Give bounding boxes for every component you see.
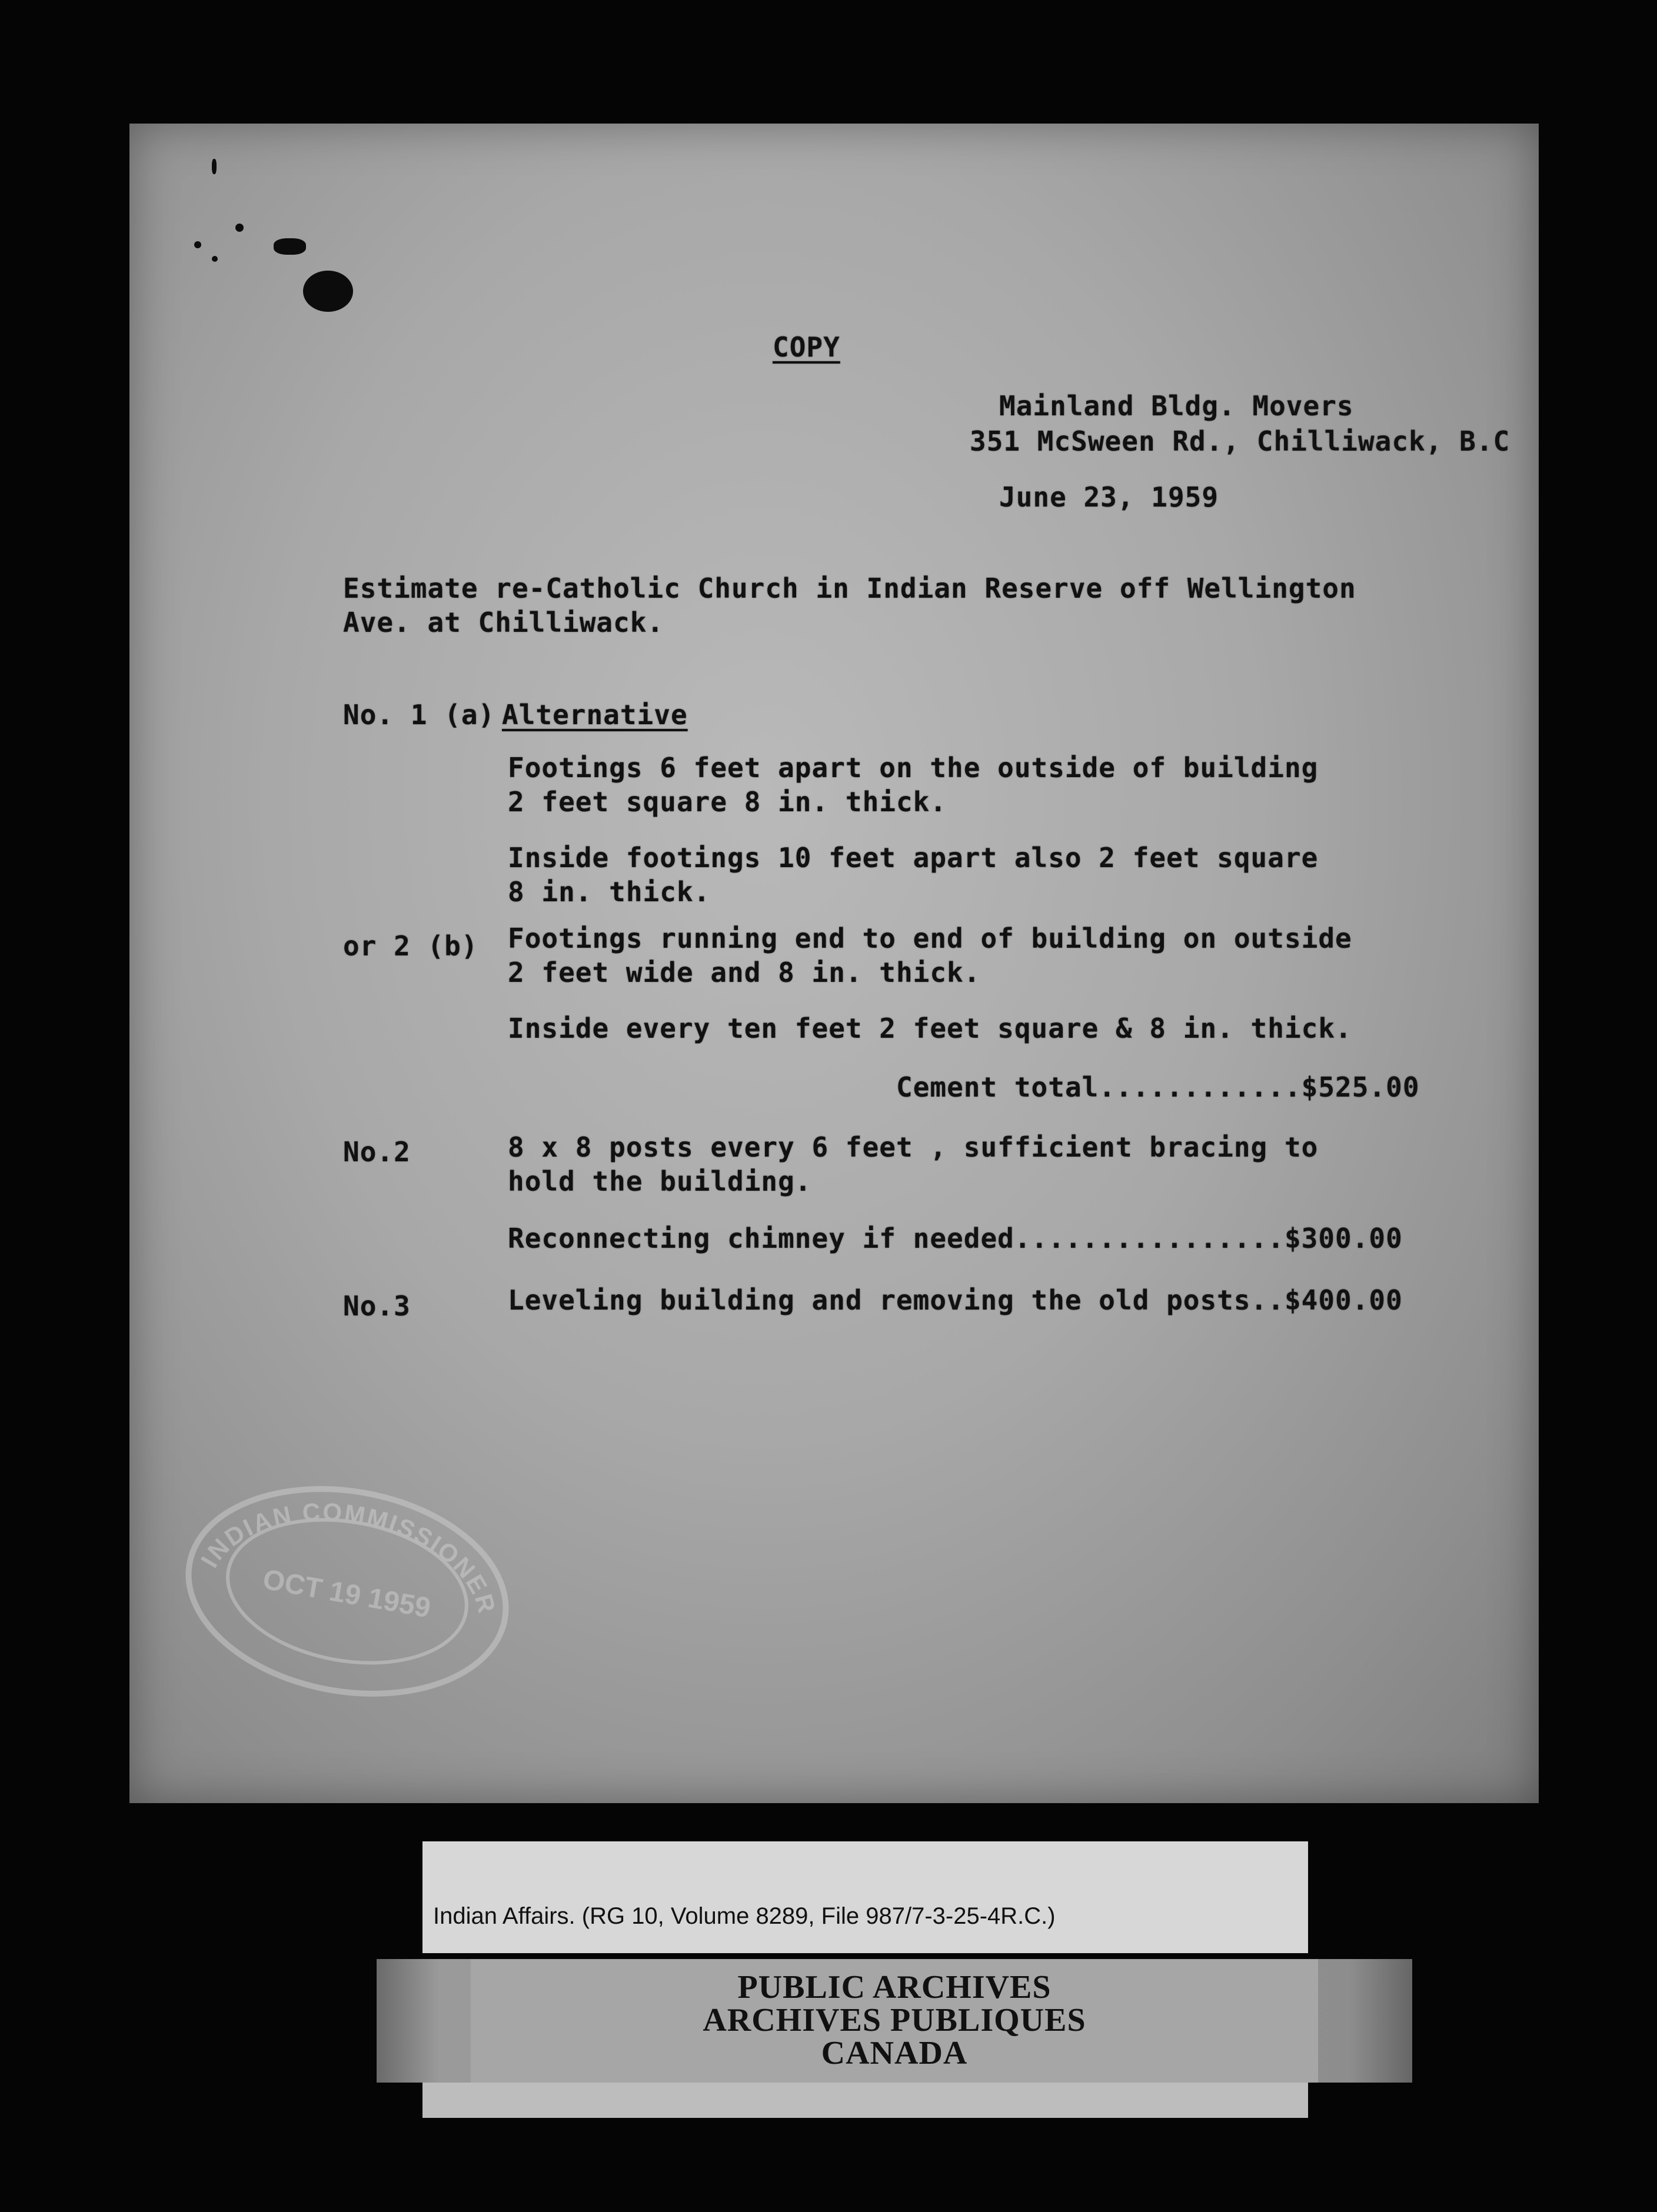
ink-stain [194,241,201,248]
copy-heading: COPY [773,331,840,363]
item-text: Footings 6 feet apart on the outside of building [508,752,1319,784]
archive-name-label [377,1959,1412,2083]
item-text: hold the building. [508,1165,812,1197]
item-text: 8 x 8 posts every 6 feet , sufficient bracing to [508,1131,1319,1163]
subject-line: Estimate re-Catholic Church in Indian Reserve off Wellington [343,572,1356,604]
stamp-ring-text: INDIAN COMMISSIONER [195,1497,502,1618]
item-label: or 2 (b) [343,930,478,962]
item-text: Footings running end to end of building on outside [508,922,1352,954]
sender-address: 351 McSween Rd., Chilliwack, B.C [970,425,1510,457]
stamp-date: OCT 19 1959 [260,1564,433,1624]
archive-name-line: ARCHIVES PUBLIQUES [703,2002,1086,2038]
item-label: No. 1 (a) [343,699,495,731]
item-text: 2 feet wide and 8 in. thick. [508,957,981,988]
ink-stain [235,224,244,232]
item-label: No.2 [343,1136,411,1168]
letter-date: June 23, 1959 [999,481,1219,513]
item-text: 8 in. thick. [508,876,711,908]
item-text: Inside every ten feet 2 feet square & 8 in. thick. [508,1012,1352,1044]
ink-stain [303,271,353,312]
item-text: Inside footings 10 feet apart also 2 feet square [508,842,1319,874]
archive-name-line: PUBLIC ARCHIVES [737,1969,1052,2006]
item-text: 2 feet square 8 in. thick. [508,786,947,818]
item-label: No.3 [343,1290,411,1322]
leveling-cost: Leveling building and removing the old posts..$400.00 [508,1284,1403,1316]
archive-reference-label [422,1841,1308,1953]
cement-total: Cement total............$525.00 [896,1071,1420,1103]
ink-stain [212,256,218,262]
item-title: Alternative [502,699,688,731]
archive-name-line: CANADA [821,2035,968,2071]
ink-stain [212,159,217,174]
subject-line: Ave. at Chilliwack. [343,607,664,638]
sender-name: Mainland Bldg. Movers [999,390,1354,422]
ink-stain [274,238,306,255]
label-strip [422,2083,1308,2118]
archive-reference: Indian Affairs. (RG 10, Volume 8289, File 987/7-3-25-4R.C.) [433,1903,1056,1929]
chimney-cost: Reconnecting chimney if needed................$300.00 [508,1222,1403,1254]
archive-name-panel [471,1959,1318,2083]
